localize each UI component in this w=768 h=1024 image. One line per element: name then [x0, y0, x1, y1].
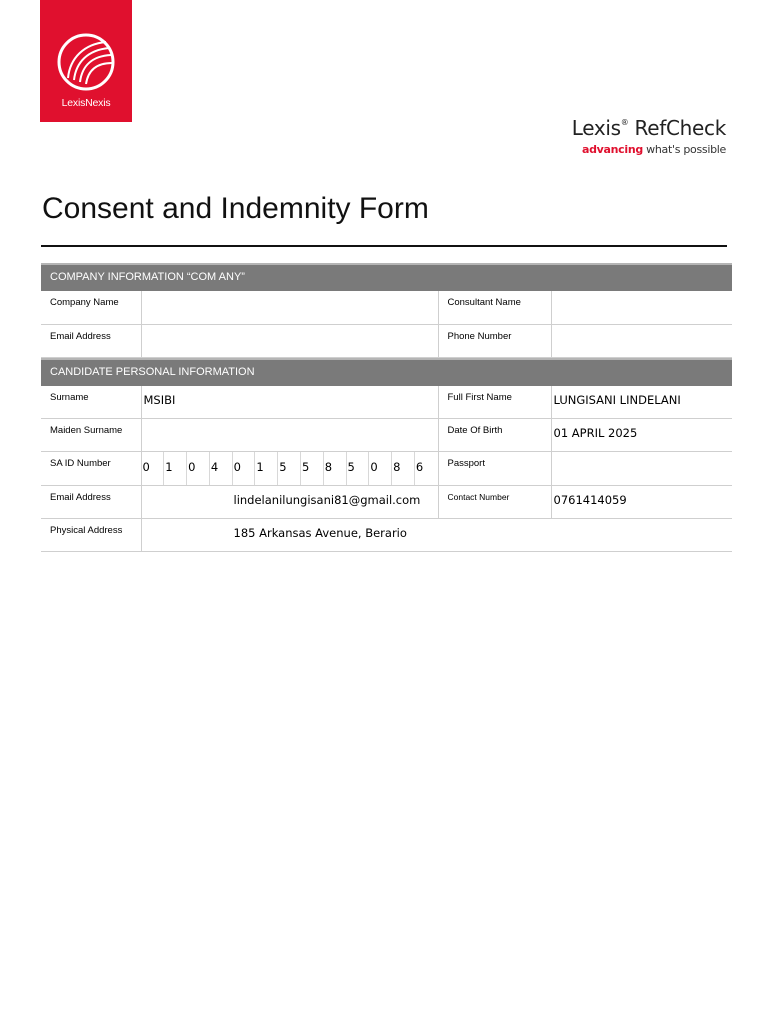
table-row — [41, 519, 732, 552]
candidate-info-table — [41, 386, 732, 553]
candidate-email-field[interactable]: lindelanilungisani81@gmail.com — [141, 486, 438, 519]
physical-address-label: Physical Address — [41, 519, 141, 552]
company-email-field[interactable] — [141, 324, 438, 357]
first-name-field[interactable]: LUNGISANI LINDELANI — [551, 386, 732, 419]
table-row — [41, 324, 732, 357]
sa-id-digit: 1 — [255, 452, 278, 485]
company-info-table — [41, 291, 732, 358]
sa-id-digit: 0 — [233, 452, 256, 485]
sa-id-digit-boxes — [142, 452, 438, 485]
date-of-birth-label: Date Of Birth — [438, 419, 551, 452]
consent-form — [41, 263, 732, 552]
company-section-header: COMPANY INFORMATION “COM ANY” — [41, 263, 732, 291]
maiden-surname-field[interactable] — [141, 419, 438, 452]
company-email-label: Email Address — [41, 324, 141, 357]
surname-field[interactable]: MSIBI — [141, 386, 438, 419]
sa-id-digit: 5 — [278, 452, 301, 485]
date-of-birth-field[interactable]: 01 APRIL 2025 — [551, 419, 732, 452]
candidate-section-header: CANDIDATE PERSONAL INFORMATION — [41, 358, 732, 386]
page-title: Consent and Indemnity Form — [42, 192, 429, 225]
brand-name: Lexis® RefCheck — [571, 116, 726, 140]
surname-label: Surname — [41, 386, 141, 419]
table-row — [41, 419, 732, 452]
company-name-field[interactable] — [141, 291, 438, 324]
consultant-name-label: Consultant Name — [438, 291, 551, 324]
sa-id-digit: 0 — [142, 452, 165, 485]
sa-id-digit: 5 — [347, 452, 370, 485]
table-row — [41, 486, 732, 519]
table-row — [41, 452, 732, 486]
sa-id-digit: 5 — [301, 452, 324, 485]
lexisnexis-logo — [40, 0, 132, 122]
sa-id-label: SA ID Number — [41, 452, 141, 486]
brand-tagline: advancing what's possible — [581, 143, 726, 156]
candidate-email-label: Email Address — [41, 486, 141, 519]
table-row — [41, 291, 732, 324]
sa-id-digit: 1 — [164, 452, 187, 485]
table-row — [41, 386, 732, 419]
maiden-surname-label: Maiden Surname — [41, 419, 141, 452]
first-name-label: Full First Name — [438, 386, 551, 419]
passport-label: Passport — [438, 452, 551, 486]
contact-number-field[interactable]: 0761414059 — [551, 486, 732, 519]
logo-text: LexisNexis — [61, 97, 111, 109]
phone-number-field[interactable] — [551, 324, 732, 357]
sa-id-digit: 8 — [392, 452, 415, 485]
sa-id-digit: 8 — [324, 452, 347, 485]
lexisnexis-emblem-icon — [54, 30, 118, 94]
phone-number-label: Phone Number — [438, 324, 551, 357]
consultant-name-field[interactable] — [551, 291, 732, 324]
company-name-label: Company Name — [41, 291, 141, 324]
sa-id-digit: 0 — [187, 452, 210, 485]
physical-address-field[interactable]: 185 Arkansas Avenue, Berario — [141, 519, 732, 552]
title-divider — [41, 245, 727, 247]
sa-id-digit: 6 — [415, 460, 424, 474]
brand-block — [572, 116, 726, 156]
passport-field[interactable] — [551, 452, 732, 486]
sa-id-digit: 4 — [210, 452, 233, 485]
sa-id-digit: 0 — [369, 452, 392, 485]
contact-number-label: Contact Number — [438, 486, 551, 519]
sa-id-field[interactable] — [141, 452, 438, 486]
